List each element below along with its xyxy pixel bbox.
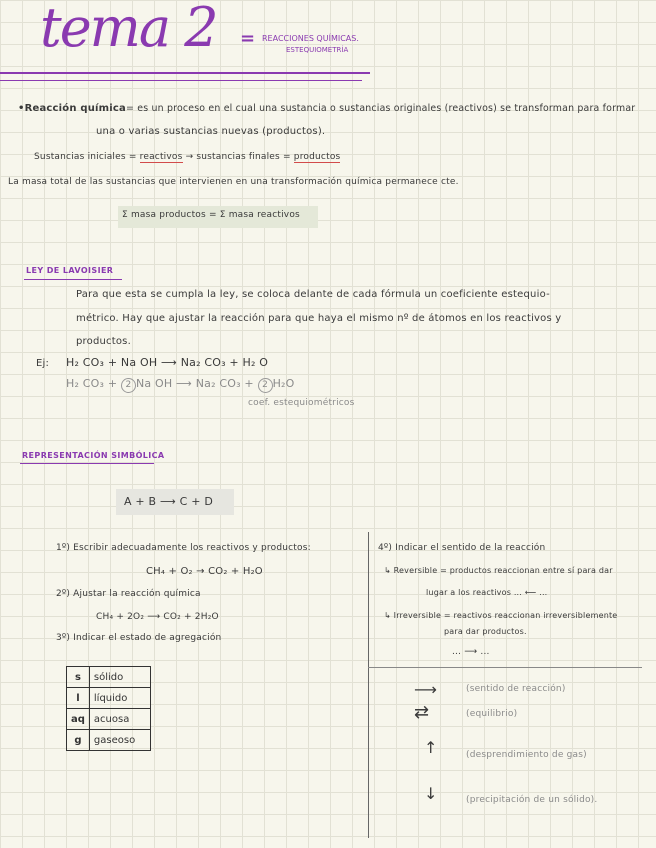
irreversible-line-2: para dar productos. (444, 627, 527, 636)
coefficient-circle-1: 2 (121, 378, 136, 393)
equilibrium-arrows-icon: ⇄ (414, 702, 430, 723)
title-separator: = (240, 28, 256, 49)
lavoisier-line-1: Para que esta se cumpla la ley, se coloca delante de cada fórmula un coeficiente estequio- (76, 289, 550, 300)
coefficient-note: coef. estequiométricos (248, 398, 355, 408)
arrow-up-icon: ↑ (424, 738, 438, 757)
arrow-right-icon: ⟶ (414, 680, 438, 699)
productos-word: productos (293, 152, 341, 162)
irreversible-line-1: ↳ Irreversible = reactivos reaccionan irreversiblemente (384, 611, 618, 620)
example-label: Ej: (36, 358, 50, 369)
state-symbol: aq (67, 709, 90, 730)
symbolic-formula: A + B ⟶ C + D (124, 495, 214, 508)
intro-line-4: La masa total de las sustancias que intervienen en una transformación química permanece cte. (8, 177, 459, 187)
lavoisier-underline (24, 279, 122, 280)
mass-formula: Σ masa productos = Σ masa reactivos (122, 210, 300, 220)
step-1-equation: CH₄ + O₂ → CO₂ + H₂O (146, 566, 263, 577)
state-name: líquido (89, 688, 150, 709)
state-symbol: s (67, 667, 90, 688)
table-row (67, 688, 151, 709)
table-row (67, 667, 151, 688)
column-divider (368, 532, 369, 838)
legend-label: (desprendimiento de gas) (466, 750, 587, 760)
table-row (67, 709, 151, 730)
intro-line-3: Sustancias iniciales = reactivos → sustancias finales = productos (34, 152, 341, 162)
state-name: sólido (89, 667, 150, 688)
state-name: acuosa (89, 709, 150, 730)
lavoisier-line-3: productos. (76, 336, 131, 347)
lavoisier-heading: LEY DE LAVOISIER (26, 266, 114, 275)
title-underline-2 (0, 80, 362, 81)
coefficient-circle-2: 2 (258, 378, 273, 393)
reaction-term: •Reacción química (18, 103, 127, 114)
lavoisier-line-2: métrico. Hay que ajustar la reacción para que haya el mismo nº de átomos en los reactivos y (76, 313, 562, 324)
subtitle-line-2: ESTEQUIOMETRÍA (286, 46, 349, 54)
subtitle-line-1: REACCIONES QUÍMICAS. (262, 34, 359, 43)
states-table (66, 666, 151, 751)
reversible-line-1: ↳ Reversible = productos reaccionan entre sí para dar (384, 566, 613, 575)
example-equation-2: H₂ CO₃ + 2 Na OH ⟶ Na₂ CO₃ + 2 H₂O (66, 377, 295, 393)
step-2-equation: CH₄ + 2O₂ ⟶ CO₂ + 2H₂O (96, 612, 219, 622)
state-name: gaseoso (89, 730, 150, 751)
step-3: 3º) Indicar el estado de agregación (56, 633, 222, 643)
title-underline-1 (0, 72, 370, 74)
step-2: 2º) Ajustar la reacción química (56, 589, 201, 599)
symbolic-heading: REPRESENTACIÓN SIMBÓLICA (22, 451, 165, 460)
legend-label: (precipitación de un sólido). (466, 795, 598, 805)
example-equation-1: H₂ CO₃ + Na OH ⟶ Na₂ CO₃ + H₂ O (66, 356, 269, 369)
step-4: 4º) Indicar el sentido de la reacción (378, 543, 546, 553)
state-symbol: g (67, 730, 90, 751)
intro-line-1: •Reacción química= es un proceso en el cual una sustancia o sustancias originales (reactivos) se transforman para formar (18, 103, 636, 114)
table-row (67, 730, 151, 751)
page-title: tema 2 (40, 0, 217, 59)
intro-line-2: una o varias sustancias nuevas (productos). (96, 126, 326, 137)
legend-label: (sentido de reacción) (466, 684, 566, 694)
right-column-rule (368, 667, 642, 668)
state-symbol: l (67, 688, 90, 709)
reactivos-word: reactivos (139, 152, 183, 162)
step-1: 1º) Escribir adecuadamente los reactivos y productos: (56, 543, 311, 553)
legend-label: (equilibrio) (466, 709, 518, 719)
symbolic-underline (20, 463, 154, 464)
irreversible-line-3: ... ⟶ ... (452, 647, 490, 657)
arrow-down-icon: ↓ (424, 784, 438, 803)
reversible-line-2: lugar a los reactivos ... ⟵ ... (426, 588, 548, 597)
